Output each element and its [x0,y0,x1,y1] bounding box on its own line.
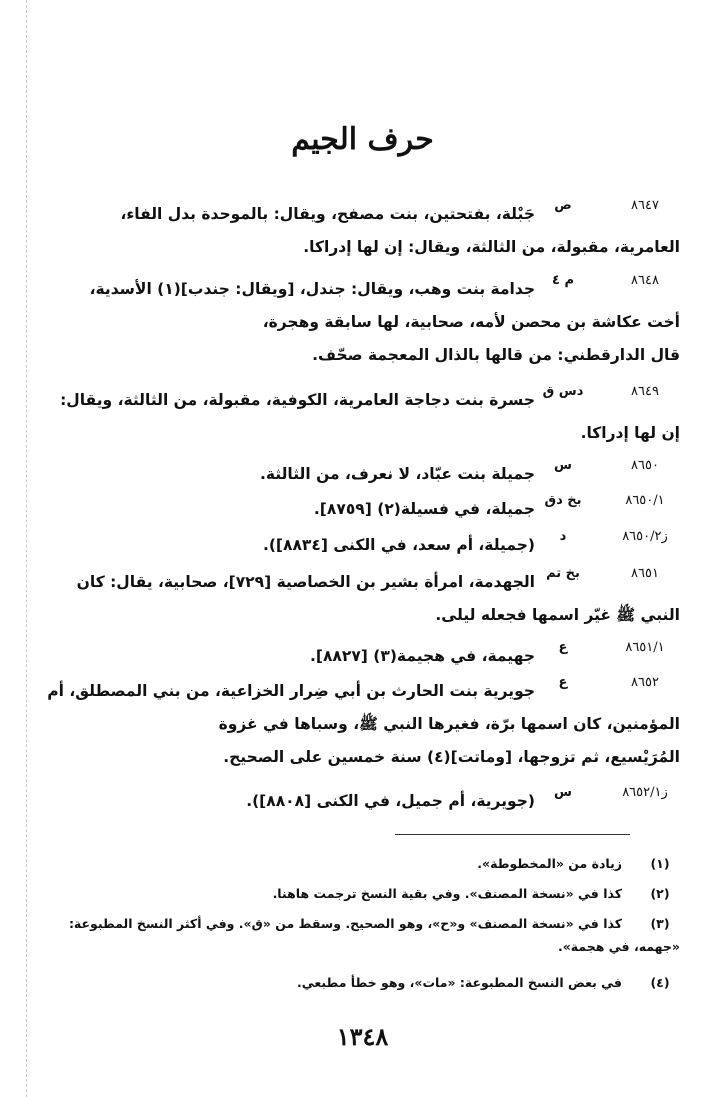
entry-number: ٨٦٤٩ [631,384,659,399]
footnote-line: «جهمه، في هجمة». [557,939,680,954]
entry-number: ز٨٦٥٢/١ [622,785,668,800]
entry-line: أخت عكاشة بن محصن لأمه، صحابية، لها سابقة وهجرة، [262,313,680,331]
entry-line: (جويرية، أم جميل، في الكنى [٨٨٠٨]). [246,792,535,810]
footnote-line: في بعض النسخ المطبوعة: «مات»، وهو خطأ مطبعي. [296,975,622,990]
footnote-text [40,912,680,958]
entry-code: م ٤ [552,273,574,288]
entry-line: قال الدارقطني: من قالها بالذال المعجمة صحّف. [312,346,680,364]
entry-line: العامرية، مقبولة، من الثالثة، ويقال: إن لها إدراكا. [303,238,680,256]
footnote-line: كذا في «نسخة المصنف» و«ح»، وهو الصحيح. وسقط من «ق». وفي أكثر النسخ المطبوعة: [68,916,622,931]
footnote-text [40,971,622,994]
entry-code: ع [558,640,568,655]
entry-line: جهيمة، في هجيمة(٣) [٨٨٢٧]. [309,647,535,665]
footnote-number: (٢) [650,886,670,901]
footnote-number: (٤) [650,975,670,990]
entry-number: ٨٦٥٠/١ [625,493,665,508]
entry-number: ٨٦٤٨ [631,273,659,288]
entry-text [40,529,535,562]
entry-line: جميلة بنت عبّاد، لا نعرف، من الثالثة. [259,465,535,483]
entry-code: بخ تم [546,566,580,581]
entry-line: النبي ﷺ غيّر اسمها فجعله ليلى. [435,606,680,624]
footnote-number: (١) [650,856,670,871]
footnote-text [40,852,622,875]
footnote-line: كذا في «نسخة المصنف». وفي بقية النسخ ترجمت هاهنا. [272,886,622,901]
entry-number: ٨٦٤٧ [631,198,659,213]
footnote-line: زيادة من «المخطوطة». [477,856,622,871]
entry-number: ٨٦٥٠ [631,458,659,473]
page-title: حرف الجيم [291,122,434,157]
entry-number: ٨٦٥١ [631,566,659,581]
margin-guide-line [26,0,27,1097]
entry-code: ع [558,675,568,690]
entry-code: ص [554,198,572,213]
entry-line: المُرَيْسيع، ثم تزوجها، [وماتت](٤) سنة خمسين على الصحيح. [223,748,680,766]
entry-code: د [559,529,567,544]
entry-code: س [554,785,572,800]
entry-line: (جميلة، أم سعد، في الكنى [٨٨٣٤]). [262,536,535,554]
entry-line: جويرية بنت الحارث بن أبي ضِرار الخزاعية، من بني المصطلق، أم [47,682,535,700]
entry-line: جَبْلة، بفتحتين، بنت مصفح، ويقال: بالموحدة بدل الفاء، [120,205,535,223]
entry-line: جسرة بنت دجاجة العامرية، الكوفية، مقبولة، من الثالثة، ويقال: [60,391,535,409]
entry-line: إن لها إدراكا. [580,424,680,442]
entry-code: دس ق [542,384,584,399]
entry-number: ٨٦٥١/١ [625,640,665,655]
entry-line: الجهدمة، امرأة بشير بن الخصاصية [٧٢٩]، صحابية، يقال: كان [76,573,535,591]
entry-line: المؤمنين، كان اسمها برّة، فغيرها النبي ﷺ، وسباها في غزوة [218,715,680,733]
entry-text [40,785,535,818]
entry-line: جميلة، في فسيلة(٢) [٨٧٥٩]. [313,500,535,518]
entry-text [40,458,535,491]
entry-text [40,493,535,526]
footnote-text [40,882,622,905]
footnote-divider [395,834,630,835]
entry-number: ٨٦٥٢ [631,675,659,690]
footnote-number: (٣) [650,916,670,931]
entry-code: س [554,458,572,473]
page-number: ١٣٤٨ [336,1022,389,1051]
entry-text [40,640,535,673]
entry-line: جدامة بنت وهب، ويقال: جندل، [ويقال: جندب](١) الأسدية، [89,280,535,298]
entry-number: ز٨٦٥٠/٢ [622,529,668,544]
entry-code: بخ دق [544,493,582,508]
